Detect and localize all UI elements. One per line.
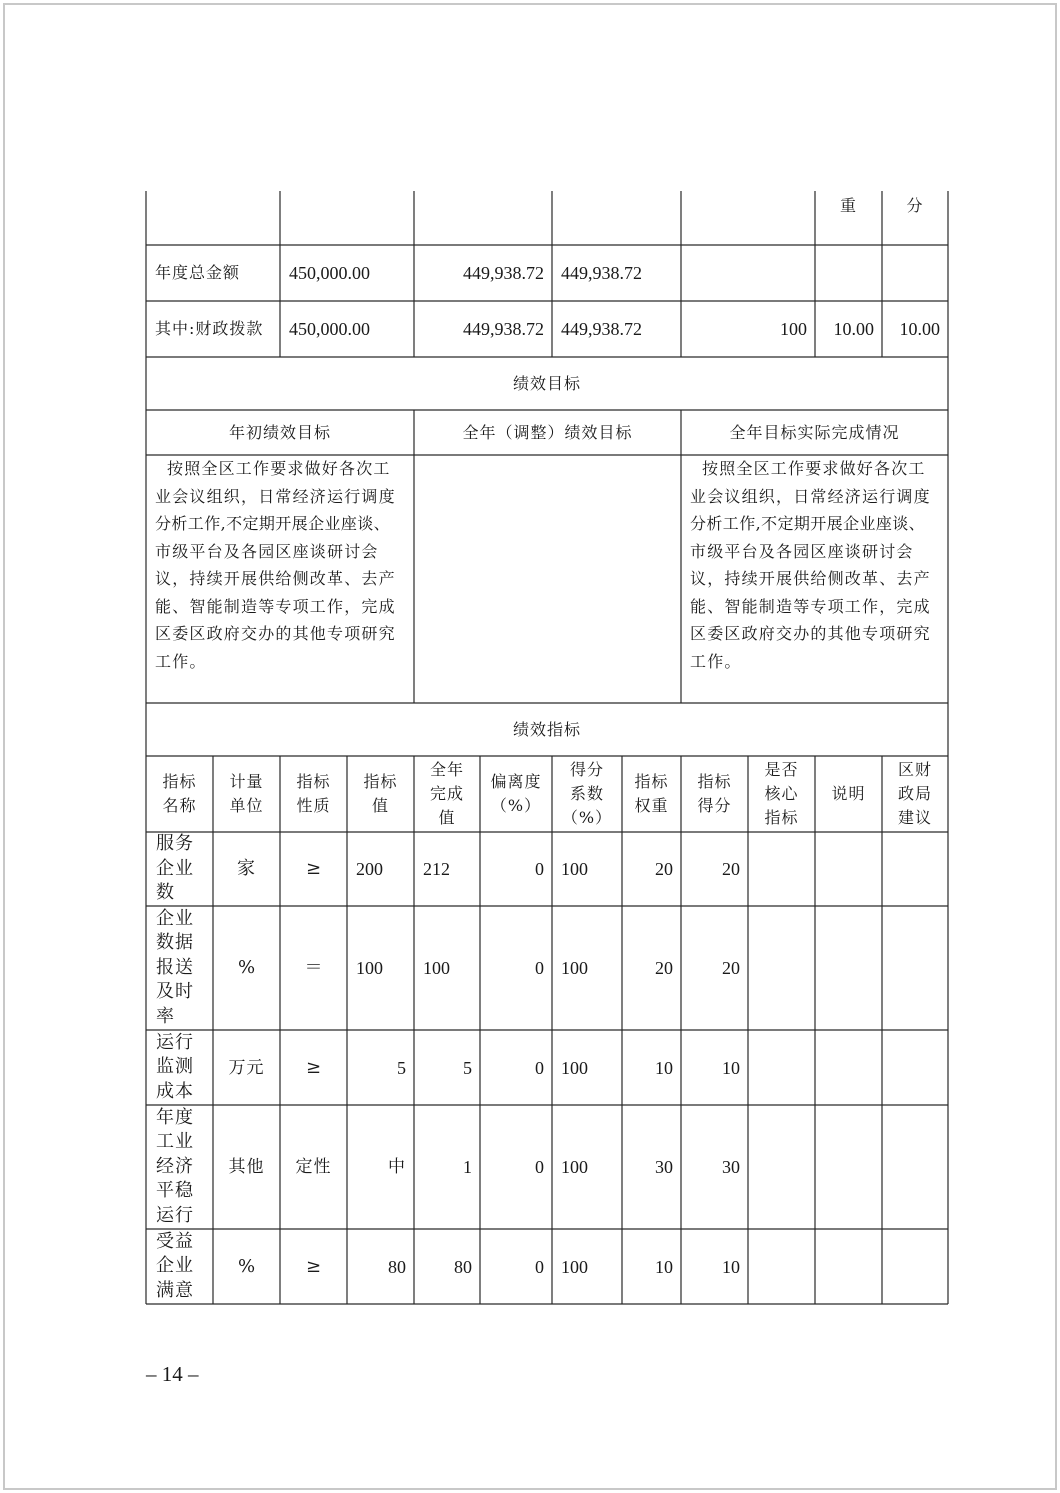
initial-goal-header: 年初绩效目标 <box>228 422 331 442</box>
indicator-weight: 30 <box>655 1157 673 1177</box>
indicator-header-unit: 计量 单位 <box>229 772 264 815</box>
indicator-deviation: 0 <box>535 1256 544 1277</box>
funding-executed-value: 449,938.72 <box>561 319 642 339</box>
actual-completion-text <box>681 455 948 703</box>
goal-line: 区委区政府交办的其他专项研究 <box>155 624 396 643</box>
funding-weight-value <box>815 245 882 301</box>
header-weight-fragment: 重 <box>839 196 857 215</box>
indicator-nature: ≥ <box>305 858 322 879</box>
indicator-weight: 10 <box>655 1256 673 1277</box>
indicator-target: 200 <box>356 859 383 879</box>
indicator-nature: 定性 <box>295 1157 332 1177</box>
indicator-score: 30 <box>722 1157 740 1177</box>
indicator-header-actual: 全年 完成 值 <box>429 760 464 827</box>
goal-line: 分析工作,不定期开展企业座谈、 <box>155 514 391 533</box>
indicator-score: 20 <box>722 958 740 978</box>
indicator-header-weight: 指标 权重 <box>634 772 669 815</box>
indicator-score: 20 <box>722 859 740 879</box>
funding-row-label: 年度总金额 <box>155 263 241 282</box>
page-number: – 14 – <box>146 1362 199 1386</box>
funding-points-value: 10.00 <box>899 319 940 339</box>
indicator-coefficient: 100 <box>561 958 588 978</box>
indicator-target: 中 <box>388 1157 406 1177</box>
indicator-nature: ＝ <box>304 957 323 978</box>
indicator-header-coefficient: 得分 系数 （%） <box>561 760 613 827</box>
goal-line: 议，持续开展供给侧改革、去产 <box>690 569 931 588</box>
indicator-nature: ≥ <box>305 1255 322 1277</box>
indicator-name: 企业 数据 报送 及时 率 <box>156 907 194 1027</box>
funding-adjusted-value: 449,938.72 <box>463 263 544 283</box>
funding-plan-value: 450,000.00 <box>289 263 370 283</box>
indicator-target: 80 <box>388 1256 406 1277</box>
funding-points-value <box>882 245 948 301</box>
indicator-header-score: 指标 得分 <box>697 772 732 815</box>
indicator-advice <box>882 1030 948 1105</box>
indicator-header-name: 指标 名称 <box>162 772 197 815</box>
indicator-target: 100 <box>356 958 383 978</box>
indicator-note <box>815 1229 882 1304</box>
indicator-weight: 20 <box>655 859 673 879</box>
goal-line: 按照全区工作要求做好各次工 <box>702 459 926 478</box>
goal-line: 能、智能制造等专项工作，完成 <box>155 596 396 616</box>
indicator-coefficient: 100 <box>561 1057 588 1078</box>
indicator-name: 年度 工业 经济 平稳 运行 <box>156 1106 194 1226</box>
initial-goal-text <box>146 455 414 703</box>
indicator-coefficient: 100 <box>561 859 588 879</box>
indicator-note <box>815 906 882 1030</box>
goal-line: 工作。 <box>155 651 207 671</box>
indicator-note <box>815 1030 882 1105</box>
goal-line: 议，持续开展供给侧改革、去产 <box>155 569 396 588</box>
indicator-deviation: 0 <box>535 1057 544 1078</box>
indicator-unit: % <box>237 957 256 978</box>
indicator-core <box>748 1105 815 1229</box>
indicator-core <box>748 1030 815 1105</box>
indicator-unit: 万元 <box>228 1057 265 1078</box>
indicator-deviation: 0 <box>535 859 544 879</box>
goal-line: 按照全区工作要求做好各次工 <box>167 459 391 478</box>
indicator-header-deviation: 偏离度 （%） <box>490 772 542 815</box>
indicator-header-note: 说明 <box>831 784 866 803</box>
indicator-core <box>748 832 815 906</box>
goal-line: 业会议组织，日常经济运行调度 <box>690 486 931 506</box>
header-points-fragment: 分 <box>906 196 924 215</box>
funding-plan-value: 450,000.00 <box>289 319 370 339</box>
indicator-advice <box>882 1229 948 1304</box>
adjusted-goal-header: 全年（调整）绩效目标 <box>462 422 633 442</box>
goals-section-title: 绩效目标 <box>512 373 581 393</box>
indicator-header-target: 指标 值 <box>363 772 398 815</box>
adjusted-goal-text <box>414 455 681 703</box>
indicator-advice <box>882 1105 948 1229</box>
indicator-score: 10 <box>722 1057 740 1078</box>
indicator-nature: ≥ <box>305 1056 322 1078</box>
indicator-unit: 家 <box>237 858 256 879</box>
indicator-core <box>748 906 815 1030</box>
indicator-deviation: 0 <box>535 1157 544 1177</box>
goal-line: 市级平台及各园区座谈研讨会 <box>690 541 914 561</box>
indicator-name: 服务 企业 数 <box>156 833 194 904</box>
indicator-name: 受益 企业 满意 <box>156 1230 194 1301</box>
indicator-weight: 10 <box>655 1057 673 1078</box>
indicator-header-core: 是否 核心 指标 <box>764 760 799 827</box>
indicator-score: 10 <box>722 1256 740 1277</box>
indicator-advice <box>882 832 948 906</box>
indicator-note <box>815 1105 882 1229</box>
indicator-advice <box>882 906 948 1030</box>
funding-score-value: 100 <box>780 319 807 339</box>
indicator-header-nature: 指标 性质 <box>296 772 331 815</box>
indicator-coefficient: 100 <box>561 1157 588 1177</box>
funding-row-label: 其中:财政拨款 <box>155 319 264 338</box>
goal-line: 工作。 <box>690 651 742 671</box>
indicator-target: 5 <box>397 1057 406 1078</box>
indicator-unit: 其他 <box>228 1157 265 1177</box>
indicator-actual: 80 <box>454 1256 472 1277</box>
indicator-core <box>748 1229 815 1304</box>
indicator-actual: 100 <box>423 958 450 978</box>
goal-line: 分析工作,不定期开展企业座谈、 <box>690 514 926 533</box>
indicator-coefficient: 100 <box>561 1256 588 1277</box>
funding-adjusted-value: 449,938.72 <box>463 319 544 339</box>
indicator-actual: 1 <box>463 1157 472 1177</box>
goal-line: 业会议组织，日常经济运行调度 <box>155 486 396 506</box>
actual-completion-header: 全年目标实际完成情况 <box>729 422 900 442</box>
indicator-deviation: 0 <box>535 958 544 978</box>
goal-line: 区委区政府交办的其他专项研究 <box>690 624 931 643</box>
indicator-header-advice: 区财 政局 建议 <box>897 760 932 827</box>
indicator-actual: 5 <box>463 1057 472 1078</box>
indicators-section-title: 绩效指标 <box>512 719 581 739</box>
indicator-note <box>815 832 882 906</box>
indicator-unit: % <box>237 1255 256 1277</box>
funding-weight-value: 10.00 <box>833 319 874 339</box>
goal-line: 市级平台及各园区座谈研讨会 <box>155 541 379 561</box>
indicator-name: 运行 监测 成本 <box>156 1031 194 1102</box>
funding-score-value <box>681 245 815 301</box>
goal-line: 能、智能制造等专项工作，完成 <box>690 596 931 616</box>
indicator-actual: 212 <box>423 859 450 879</box>
funding-executed-value: 449,938.72 <box>561 263 642 283</box>
indicator-weight: 20 <box>655 958 673 978</box>
